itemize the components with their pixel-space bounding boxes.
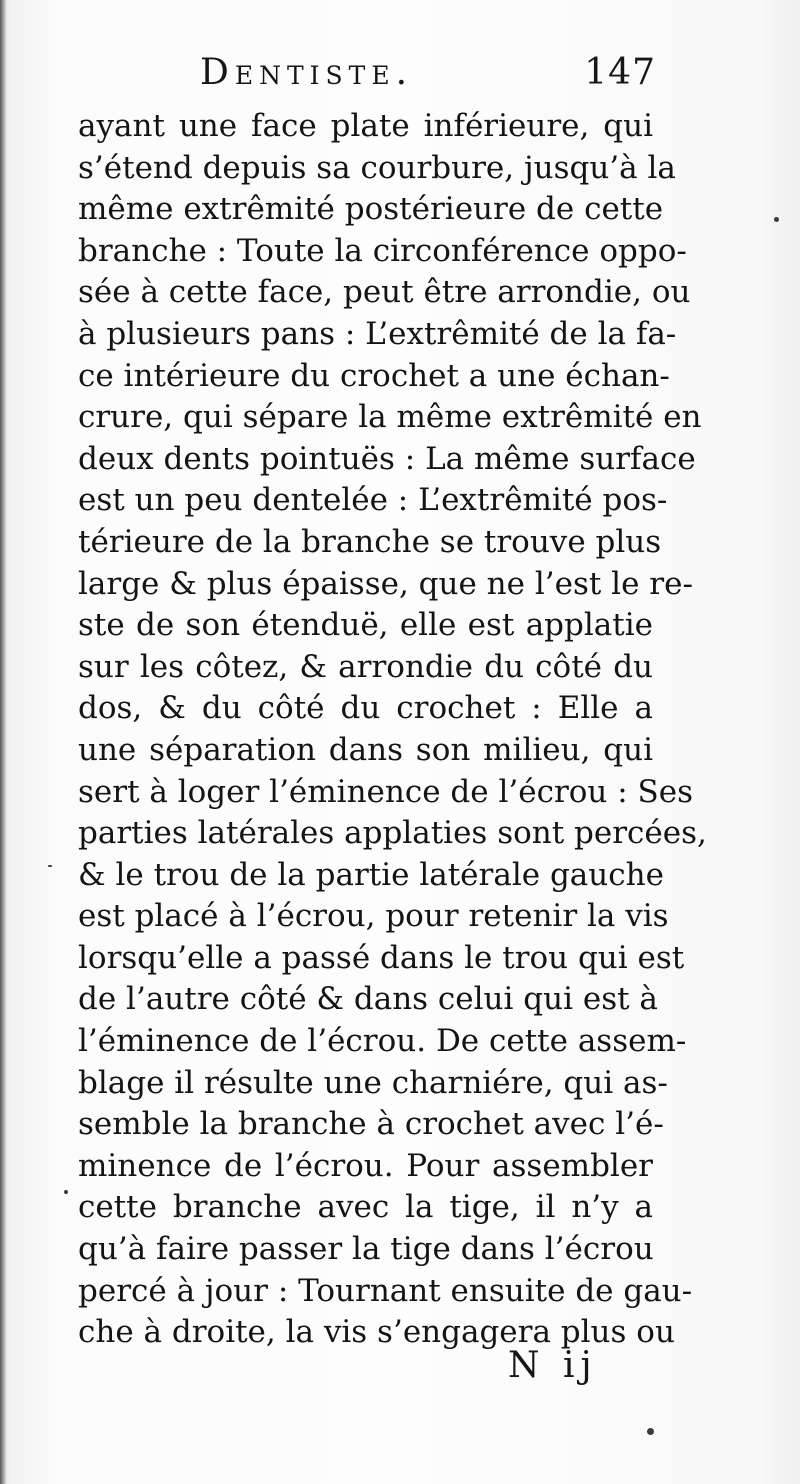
text-line: est un peu dentelée : L’extrêmité pos- [78, 482, 668, 519]
text-line: sur les côtez, & arrondie du côté du [78, 648, 653, 685]
ink-speck [48, 865, 52, 867]
text-line: crure, qui sépare la même extrêmité en [78, 399, 702, 436]
text-line: s’étend depuis sa courbure, jusqu’à la [78, 149, 676, 186]
text-line: ce intérieure du crochet a une échan- [78, 357, 670, 394]
page-binding-edge [0, 0, 6, 1484]
ink-speck [774, 217, 779, 222]
text-line: & le trou de la partie latérale gauche [78, 856, 664, 893]
body-text [78, 106, 707, 1354]
text-line: térieure de la branche se trouve plus [78, 523, 662, 560]
text-line: semble la branche à crochet avec l’é- [78, 1106, 664, 1143]
text-line: à plusieurs pans : L’extrêmité de la fa- [78, 315, 677, 352]
text-line: sée à cette face, peut être arrondie, ou [78, 274, 691, 311]
text-line: ayant une face plate inférieure, qui [78, 108, 653, 144]
text-line: large & plus épaisse, que ne l’est le re- [78, 565, 693, 602]
text-line: lorsqu’elle a passé dans le trou qui est [78, 939, 685, 976]
text-line: parties latérales applaties sont percées, [78, 815, 707, 852]
page-header [200, 48, 660, 102]
text-line: sert à loger l’éminence de l’écrou : Ses [78, 773, 694, 810]
text-line: une séparation dans son milieu, qui [78, 731, 653, 768]
text-line: branche : Toute la circonférence oppo- [78, 232, 687, 269]
text-line: che à droite, la vis s’engagera plus ou [78, 1314, 675, 1351]
page-number: 147 [584, 52, 656, 93]
signature-mark: N ij [508, 1345, 598, 1386]
text-line: deux dents pointuës : La même surface [78, 440, 696, 477]
text-line: est placé à l’écrou, pour retenir la vis [78, 898, 669, 935]
text-line: dos, & du côté du crochet : Elle a [78, 690, 653, 727]
text-line: même extrêmité postérieure de cette [78, 191, 664, 228]
text-line: minence de l’écrou. Pour assembler [78, 1147, 653, 1184]
running-head: Dentiste. [200, 52, 414, 93]
text-line: cette branche avec la tige, il n’y a [78, 1189, 653, 1226]
text-line: qu’à faire passer la tige dans l’écrou [78, 1231, 654, 1268]
ink-speck [64, 1190, 68, 1194]
text-line: de l’autre côté & dans celui qui est à [78, 981, 658, 1018]
text-line: blage il résulte une charniére, qui as- [78, 1064, 668, 1101]
ink-speck [647, 1428, 654, 1435]
text-line: percé à jour : Tournant ensuite de gau- [78, 1272, 693, 1309]
text-line: ste de son étenduë, elle est applatie [78, 607, 653, 644]
text-line: l’éminence de l’écrou. De cette assem- [78, 1023, 687, 1060]
